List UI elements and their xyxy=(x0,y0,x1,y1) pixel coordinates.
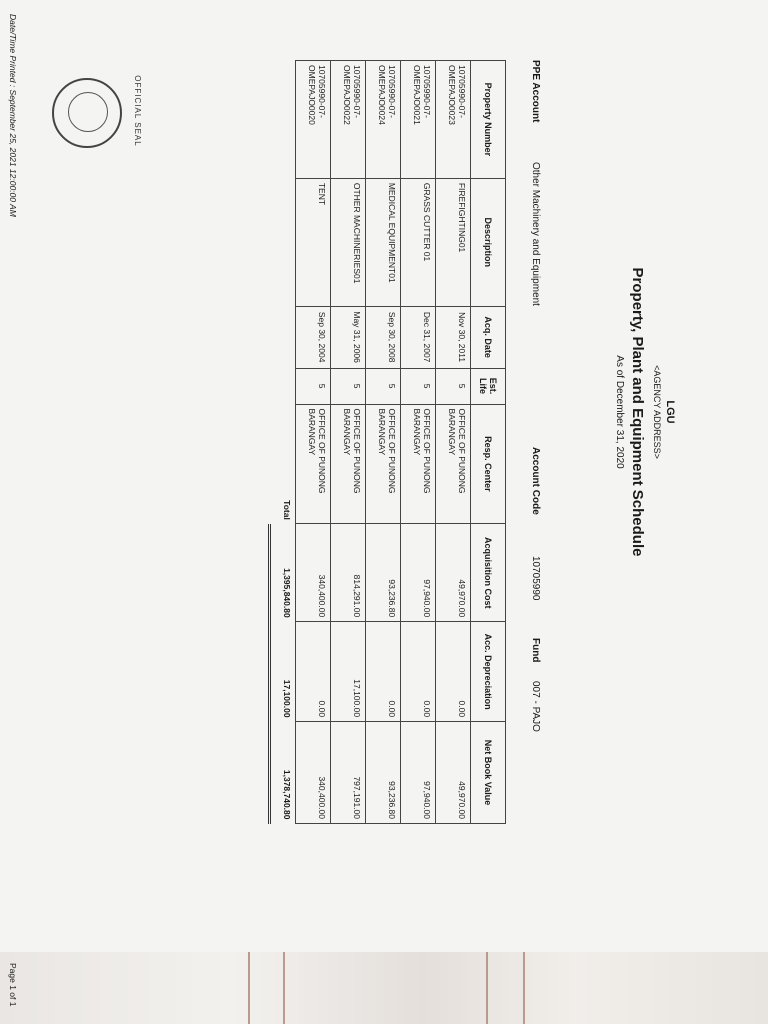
est-life: 5 xyxy=(366,368,401,404)
acc-depreciation: 17,100.00 xyxy=(331,622,366,722)
page-number: Page 1 of 1 xyxy=(8,963,18,1007)
net-book-value: 93,236.80 xyxy=(366,722,401,824)
page-title: Property, Plant and Equipment Schedule xyxy=(629,267,646,557)
acq-date: May 31, 2006 xyxy=(331,306,366,368)
property-number: 10705990-07-OMEPAJO0020 xyxy=(296,61,331,179)
acquisition-cost: 340,400.00 xyxy=(296,524,331,622)
ppe-account xyxy=(530,60,541,122)
acquisition-cost: 93,236.80 xyxy=(366,524,401,622)
table-row xyxy=(366,61,401,824)
est-life: 5 xyxy=(331,368,366,404)
col-est-life: Est. Life xyxy=(471,368,506,404)
account-code xyxy=(530,447,541,515)
resp-center: OFFICE OF PUNONG BARANGAY xyxy=(331,404,366,524)
net-book-value: 49,970.00 xyxy=(436,722,471,824)
ppe-schedule-table xyxy=(268,60,506,824)
lgu-name: LGU xyxy=(664,400,676,424)
description: GRASS CUTTER 01 xyxy=(401,178,436,306)
resp-center: OFFICE OF PUNONG BARANGAY xyxy=(401,404,436,524)
table-row xyxy=(331,61,366,824)
printed-label: Date/Time Printed : xyxy=(8,14,18,88)
official-seal-icon xyxy=(52,78,122,148)
table-row xyxy=(296,61,331,824)
col-acc-depreciation: Acc. Depreciation xyxy=(471,622,506,722)
est-life: 5 xyxy=(401,368,436,404)
property-number: 10705990-07-OMEPAJO0021 xyxy=(401,61,436,179)
acc-depreciation: 0.00 xyxy=(436,622,471,722)
est-life: 5 xyxy=(436,368,471,404)
acq-date: Sep 30, 2004 xyxy=(296,306,331,368)
est-life: 5 xyxy=(296,368,331,404)
acq-date: Nov 30, 2011 xyxy=(436,306,471,368)
col-acq-date: Acq. Date xyxy=(471,306,506,368)
as-of-date: As of December 31, 2020 xyxy=(614,355,625,469)
description: FIREFIGHTING01 xyxy=(436,178,471,306)
net-book-value: 97,940.00 xyxy=(401,722,436,824)
description: TENT xyxy=(296,178,331,306)
fund-value: 007 - PAJO xyxy=(530,681,541,732)
acc-depreciation: 0.00 xyxy=(296,622,331,722)
table-row xyxy=(401,61,436,824)
acquisition-cost: 49,970.00 xyxy=(436,524,471,622)
col-description: Description xyxy=(471,178,506,306)
ppe-account-label: PPE Account xyxy=(530,60,541,123)
net-book-value: 340,400.00 xyxy=(296,722,331,824)
acquisition-cost: 814,291.00 xyxy=(331,524,366,622)
col-property-number: Property Number xyxy=(471,61,506,179)
acq-date: Sep 30, 2008 xyxy=(366,306,401,368)
account-code-value: 10705990 xyxy=(530,556,541,601)
seal-text: OFFICIAL SEAL xyxy=(133,75,142,147)
agency-address: <AGENCY ADDRESS> xyxy=(652,365,662,459)
ppe-account-value: Other Machinery and Equipment xyxy=(530,162,541,306)
printed-value: September 25, 2021 12:00:00 AM xyxy=(8,89,18,217)
account-code-label: Account Code xyxy=(530,447,541,515)
fund xyxy=(530,638,541,662)
total-row xyxy=(270,61,296,824)
col-acquisition-cost: Acquisition Cost xyxy=(471,524,506,622)
total-acquisition-cost: 1,395,840.80 xyxy=(270,524,296,622)
net-book-value: 797,191.00 xyxy=(331,722,366,824)
resp-center: OFFICE OF PUNONG BARANGAY xyxy=(436,404,471,524)
acc-depreciation: 0.00 xyxy=(401,622,436,722)
acc-depreciation: 0.00 xyxy=(366,622,401,722)
acq-date: Dec 31, 2007 xyxy=(401,306,436,368)
total-label: Total xyxy=(282,500,292,520)
col-resp-center: Resp. Center xyxy=(471,404,506,524)
total-net-book-value: 1,378,740.80 xyxy=(270,722,296,824)
fund-label: Fund xyxy=(530,638,541,663)
table-row xyxy=(436,61,471,824)
table-header-row xyxy=(471,61,506,824)
description: OTHER MACHINERIES01 xyxy=(331,178,366,306)
resp-center: OFFICE OF PUNONG BARANGAY xyxy=(366,404,401,524)
property-number: 10705990-07-OMEPAJO0024 xyxy=(366,61,401,179)
property-number: 10705990-07-OMEPAJO0022 xyxy=(331,61,366,179)
acquisition-cost: 97,940.00 xyxy=(401,524,436,622)
col-net-book-value: Net Book Value xyxy=(471,722,506,824)
resp-center: OFFICE OF PUNONG BARANGAY xyxy=(296,404,331,524)
property-number: 10705990-07-OMEPAJO0023 xyxy=(436,61,471,179)
date-time-printed xyxy=(8,14,18,217)
description: MEDICAL EQUIPMENT01 xyxy=(366,178,401,306)
total-acc-depreciation: 17,100.00 xyxy=(270,622,296,722)
